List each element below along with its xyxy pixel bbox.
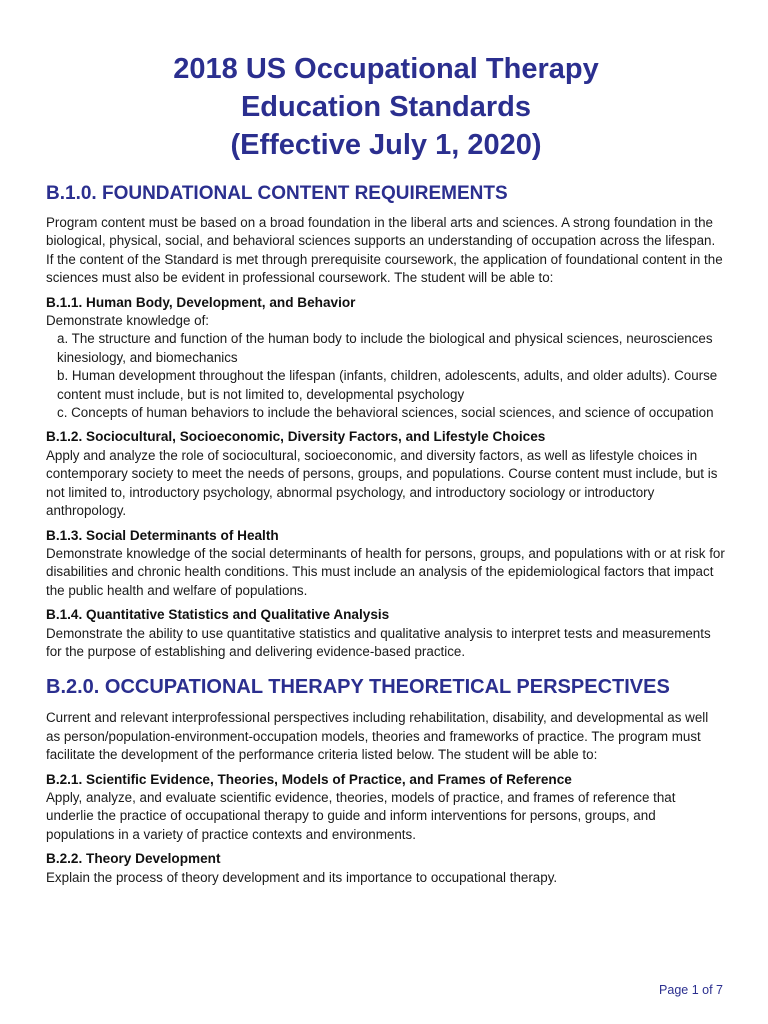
section-intro-b2: Current and relevant interprofessional perspectives including rehabilitation, disability, and developmental as well as person/population-environment-occupation models, theories and frameworks of practice. The program must facilitate the development of the performance criteria listed below. The student will be able to: — [46, 710, 709, 763]
subsection-body-b11: Demonstrate knowledge of: — [46, 313, 210, 329]
title-line-1: 2018 US Occupational Therapy — [173, 53, 599, 85]
list-item: c. Concepts of human behaviors to include the behavioral sciences, social sciences, and science of occupation — [57, 405, 714, 421]
subsection-body-b21: Apply, analyze, and evaluate scientific evidence, theories, models of practice, and frames of reference that underlie the practice of occupational therapy to guide and inform interventions for persons, groups, and populations in a variety of practice contexts and environments. — [46, 789, 676, 842]
subsection-body-b12: Apply and analyze the role of sociocultural, socioeconomic, and diversity factors, as well as lifestyle choices in contemporary society to meet the needs of persons, groups, and populations. Course content must include, but is not limited to, introductory psychology, abnormal psychology, and introductory sociology or introductory anthropology. — [46, 447, 718, 519]
page-number: Page 1 of 7 — [659, 983, 723, 997]
subsection-list-b11 — [46, 330, 726, 422]
section-heading-b1: B.1.0. FOUNDATIONAL CONTENT REQUIREMENTS — [46, 183, 508, 204]
subsection-body-b14: Demonstrate the ability to use quantitative statistics and qualitative analysis to interpret tests and measurements for the purpose of establishing and delivering evidence-based practice. — [46, 625, 711, 659]
document-page — [46, 50, 726, 887]
subsection-body-b13: Demonstrate knowledge of the social determinants of health for persons, groups, and populations with or at risk for disabilities and chronic health conditions. This must include an analysis of the epidemiological factors that impact the public health and welfare of populations. — [46, 545, 725, 598]
subsection-heading-b22: B.2.2. Theory Development — [46, 851, 221, 867]
title-line-3: (Effective July 1, 2020) — [230, 129, 542, 161]
subsection-heading-b11: B.1.1. Human Body, Development, and Behavior — [46, 294, 356, 310]
list-item: b. Human development throughout the lifespan (infants, children, adolescents, adults, and older adults). Course content must include, but is not limited to, developmental psychology — [57, 368, 718, 402]
title-line-2: Education Standards — [240, 91, 532, 123]
subsection-body-b22: Explain the process of theory development and its importance to occupational therapy. — [46, 869, 558, 885]
document-title — [46, 50, 726, 164]
section-heading-b2: B.2.0. OCCUPATIONAL THERAPY THEORETICAL PERSPECTIVES — [46, 676, 670, 699]
section-intro-b1: Program content must be based on a broad foundation in the liberal arts and sciences. A strong foundation in the biological, physical, social, and behavioral sciences supports an understanding of occupation across the lifespan. If the content of the Standard is met through prerequisite coursework, the application of foundational content in the sciences must also be evident in professional coursework. The student will be able to: — [46, 215, 723, 286]
subsection-heading-b12: B.1.2. Sociocultural, Socioeconomic, Diversity Factors, and Lifestyle Choices — [46, 429, 546, 445]
subsection-heading-b13: B.1.3. Social Determinants of Health — [46, 527, 279, 543]
list-item: a. The structure and function of the human body to include the biological and physical sciences, neurosciences kinesiology, and biomechanics — [57, 331, 713, 365]
subsection-heading-b21: B.2.1. Scientific Evidence, Theories, Models of Practice, and Frames of Reference — [46, 771, 572, 787]
subsection-heading-b14: B.1.4. Quantitative Statistics and Qualitative Analysis — [46, 607, 390, 623]
